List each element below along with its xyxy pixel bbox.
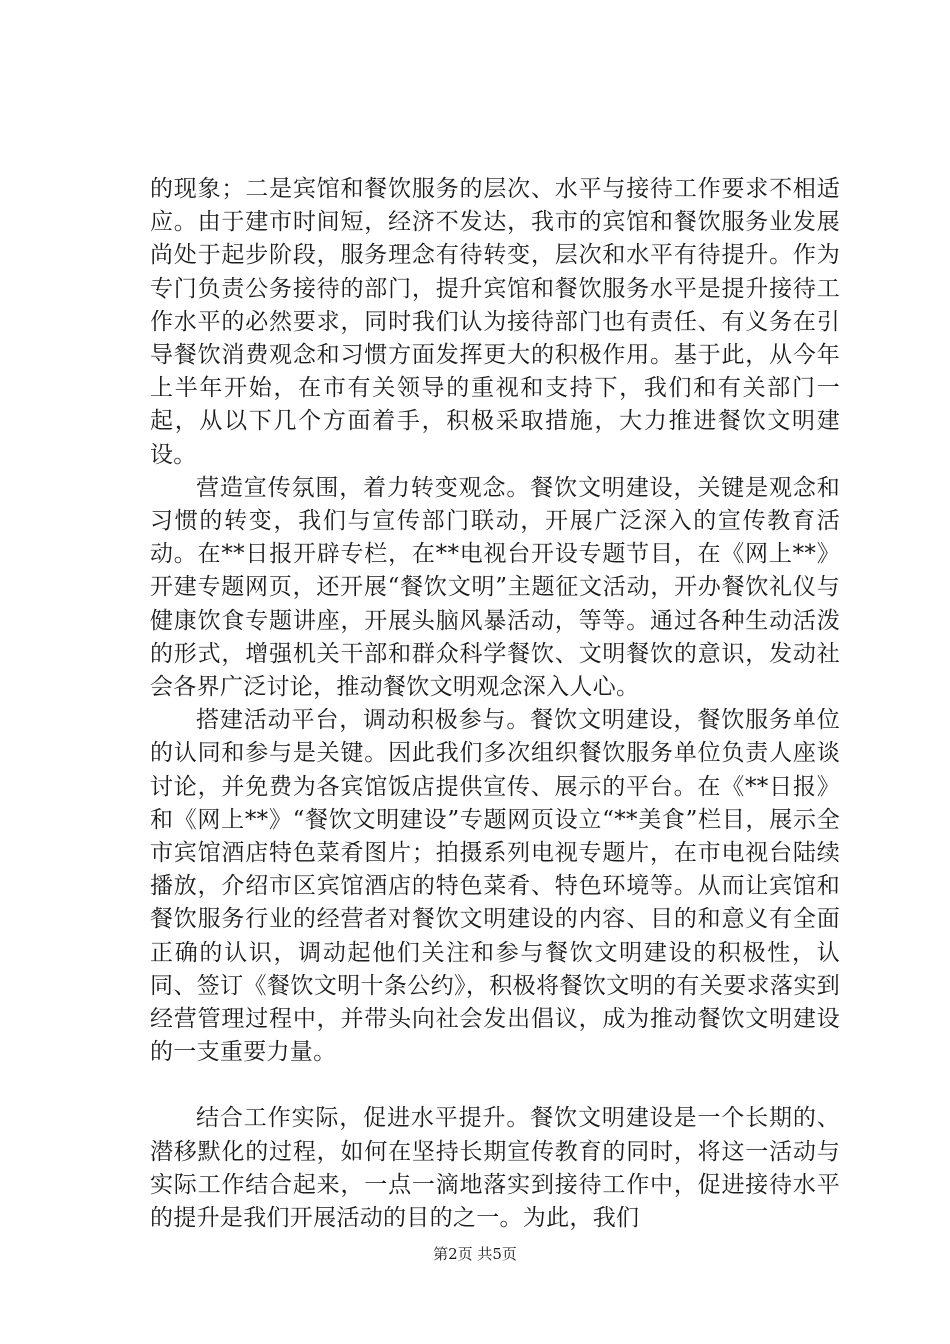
paragraph-platform: 搭建活动平台，调动积极参与。餐饮文明建设，餐饮服务单位的认同和参与是关键。因此我们多次组织餐饮服务单位负责人座谈讨论，并免费为各宾馆饭店提供宣传、展示的平台。在《**日报》和《网上**》“餐饮文明建设”专题网页设立“**美食”栏目，展示全市宾馆酒店特色菜肴图片；拍摄系列电视专题片，在市电视台陆续播放，介绍市区宾馆酒店的特色菜肴、特色环境等。从而让宾馆和餐饮服务行业的经营者对餐饮文明建设的内容、目的和意义有全面正确的认识，调动起他们关注和参与餐饮文明建设的积极性，认同、签订《餐饮文明十条公约》，积极将餐饮文明的有关要求落实到经营管理过程中，并带头向社会发出倡议，成为推动餐饮文明建设的一支重要力量。 <box>150 707 840 1066</box>
paragraph-continuation: 的现象；二是宾馆和餐饮服务的层次、水平与接待工作要求不相适应。由于建市时间短，经济不发达，我市的宾馆和餐饮服务业发展尚处于起步阶段，服务理念有待转变，层次和水平有待提升。作为专门负责公务接待的部门，提升宾馆和餐饮服务水平是提升接待工作水平的必然要求，同时我们认为接待部门也有责任、有义务在引导餐饮消费观念和习惯方面发挥更大的积极作用。基于此，从今年上半年开始，在市有关领导的重视和支持下，我们和有关部门一起，从以下几个方面着手，积极采取措施，大力推进餐饮文明建设。 <box>150 176 840 468</box>
paragraph-publicity: 营造宣传氛围，着力转变观念。餐饮文明建设，关键是观念和习惯的转变，我们与宣传部门联动，开展广泛深入的宣传教育活动。在**日报开辟专栏，在**电视台开设专题节目，在《网上**》开建专题网页，还开展“餐饮文明”主题征文活动，开办餐饮礼仪与健康饮食专题讲座，开展头脑风暴活动，等等。通过各种生动活泼的形式，增强机关干部和群众科学餐饮、文明餐饮的意识，发动社会各界广泛讨论，推动餐饮文明观念深入人心。 <box>150 474 840 701</box>
document-body <box>150 173 840 1235</box>
page-number-footer: 第2页 共5页 <box>433 1245 517 1263</box>
paragraph-practice: 结合工作实际，促进水平提升。餐饮文明建设是一个长期的、潜移默化的过程，如何在坚持长期宣传教育的同时，将这一活动与实际工作结合起来，一点一滴地落实到接待工作中，促进接待水平的提升是我们开展活动的目的之一。为此，我们 <box>150 1105 840 1232</box>
